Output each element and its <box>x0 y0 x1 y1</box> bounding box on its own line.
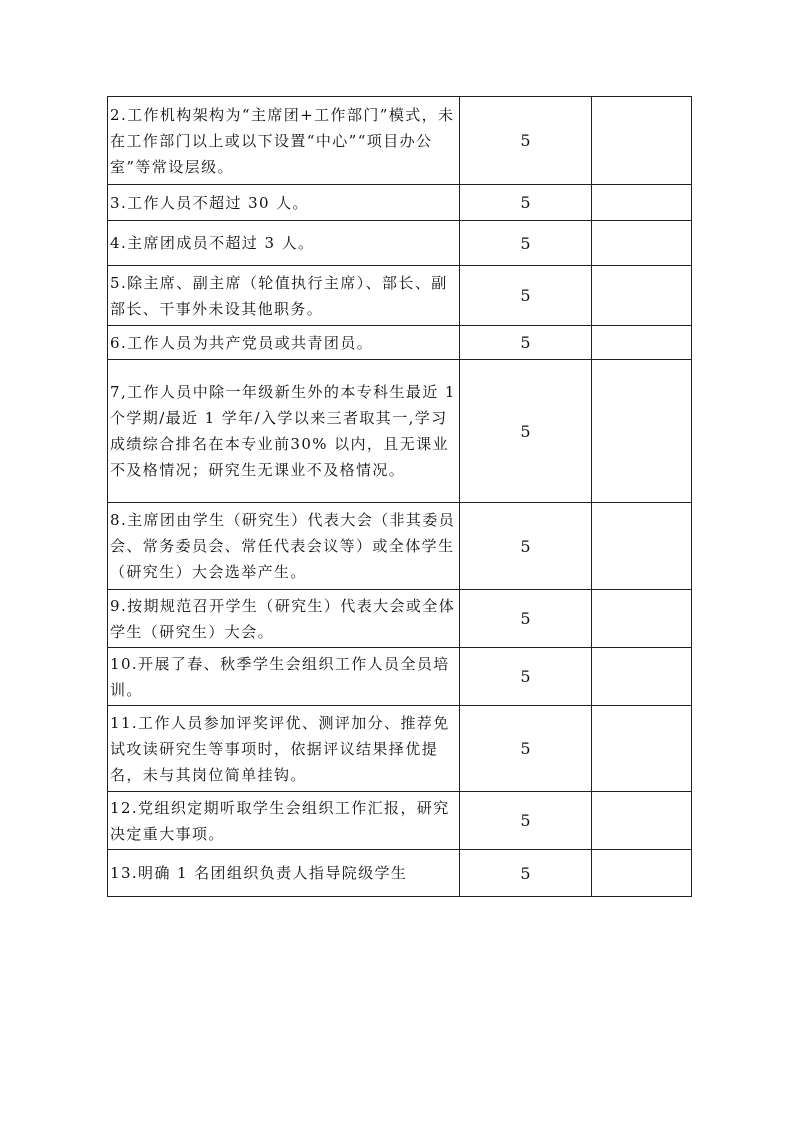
criterion-remark <box>592 590 692 648</box>
table-row <box>108 792 692 850</box>
table-row <box>108 185 692 221</box>
criterion-text: 7,工作人员中除一年级新生外的本专科生最近 1 个学期/最近 1 学年/入学以来三者取其一,学习成绩综合排名在本专业前30% 以内，且无课业不及格情况；研究生无课业不及格情况。 <box>108 360 460 503</box>
criterion-remark <box>592 360 692 503</box>
criterion-score: 5 <box>460 360 592 503</box>
criterion-score: 5 <box>460 706 592 792</box>
criterion-text: 3.工作人员不超过 30 人。 <box>108 185 460 221</box>
criterion-score: 5 <box>460 266 592 326</box>
criterion-text: 12.党组织定期听取学生会组织工作汇报，研究决定重大事项。 <box>108 792 460 850</box>
criterion-text: 4.主席团成员不超过 3 人。 <box>108 221 460 266</box>
criterion-remark <box>592 266 692 326</box>
criterion-score: 5 <box>460 185 592 221</box>
criteria-table <box>107 96 692 897</box>
table-row <box>108 706 692 792</box>
criterion-score: 5 <box>460 792 592 850</box>
table-row <box>108 648 692 706</box>
criterion-remark <box>592 850 692 897</box>
criterion-score: 5 <box>460 590 592 648</box>
table-row <box>108 590 692 648</box>
table-row <box>108 503 692 590</box>
criterion-remark <box>592 221 692 266</box>
criterion-text: 8.主席团由学生（研究生）代表大会（非其委员会、常务委员会、常任代表会议等）或全体学生（研究生）大会选举产生。 <box>108 503 460 590</box>
criteria-table-body <box>108 97 692 897</box>
criterion-text: 13.明确 1 名团组织负责人指导院级学生 <box>108 850 460 897</box>
criterion-score: 5 <box>460 503 592 590</box>
criterion-score: 5 <box>460 97 592 185</box>
table-row <box>108 221 692 266</box>
table-row <box>108 97 692 185</box>
criterion-remark <box>592 503 692 590</box>
criterion-remark <box>592 326 692 360</box>
criterion-score: 5 <box>460 326 592 360</box>
criterion-text: 6.工作人员为共产党员或共青团员。 <box>108 326 460 360</box>
table-row <box>108 360 692 503</box>
criterion-text: 11.工作人员参加评奖评优、测评加分、推荐免试攻读研究生等事项时，依据评议结果择优提名，未与其岗位简单挂钩。 <box>108 706 460 792</box>
criterion-remark <box>592 97 692 185</box>
criterion-remark <box>592 706 692 792</box>
criterion-text: 10.开展了春、秋季学生会组织工作人员全员培训。 <box>108 648 460 706</box>
criterion-text: 5.除主席、副主席（轮值执行主席）、部长、副部长、干事外未设其他职务。 <box>108 266 460 326</box>
criterion-text: 2.工作机构架构为“主席团+工作部门”模式，未在工作部门以上或以下设置“中心”“项目办公室”等常设层级。 <box>108 97 460 185</box>
table-row <box>108 326 692 360</box>
criterion-score: 5 <box>460 850 592 897</box>
criterion-score: 5 <box>460 221 592 266</box>
criterion-text: 9.按期规范召开学生（研究生）代表大会或全体学生（研究生）大会。 <box>108 590 460 648</box>
criterion-score: 5 <box>460 648 592 706</box>
table-row <box>108 266 692 326</box>
table-row <box>108 850 692 897</box>
criterion-remark <box>592 792 692 850</box>
criterion-remark <box>592 648 692 706</box>
criterion-remark <box>592 185 692 221</box>
